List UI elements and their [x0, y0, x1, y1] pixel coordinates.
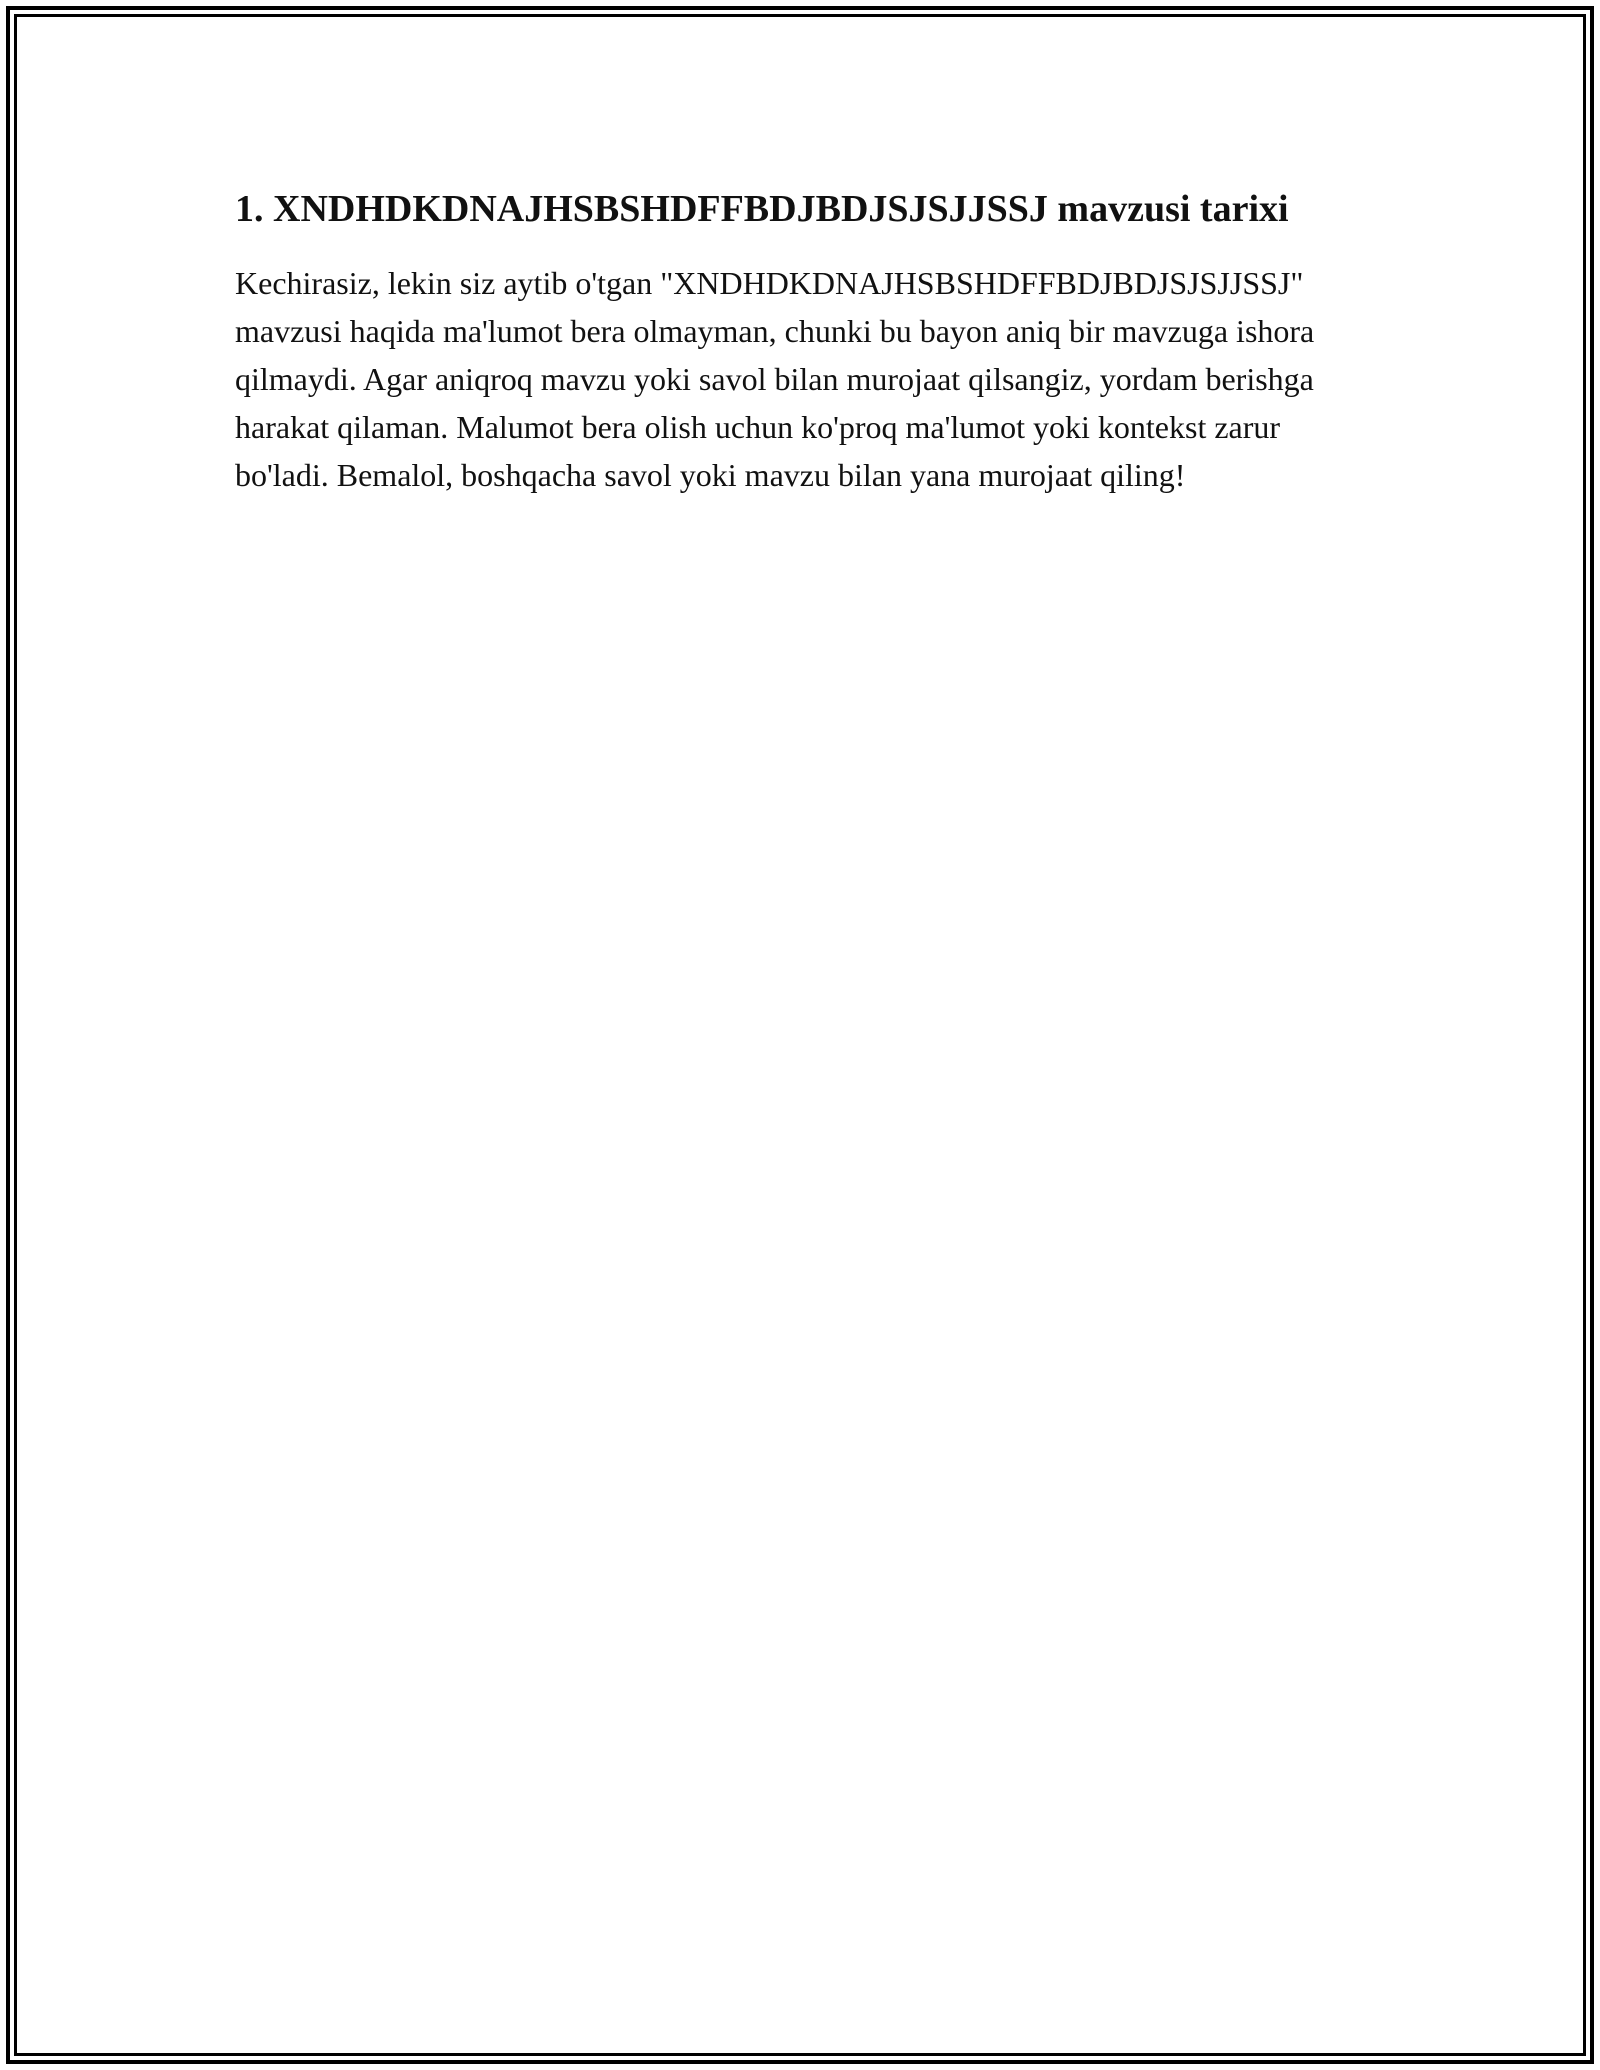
- section-heading: 1. XNDHDKDNAJHSBSHDFFBDJBDJSJSJJSSJ mavzusi tarixi: [235, 188, 1289, 230]
- document-body: [235, 182, 1370, 499]
- body-paragraph: Kechirasiz, lekin siz aytib o'tgan "XNDHDKDNAJHSBSHDFFBDJBDJSJSJJSSJ" mavzusi haqida ma'lumot bera olmayman, chunki bu bayon aniq bir mavzuga ishora qilmaydi. Agar aniqroq mavzu yoki savol bilan murojaat qilsangiz, yordam berishga harakat qilaman. Malumot bera olish uchun ko'proq ma'lumot yoki kontekst zarur bo'ladi. Bemalol, boshqacha savol yoki mavzu bilan yana murojaat qiling!: [235, 265, 1315, 493]
